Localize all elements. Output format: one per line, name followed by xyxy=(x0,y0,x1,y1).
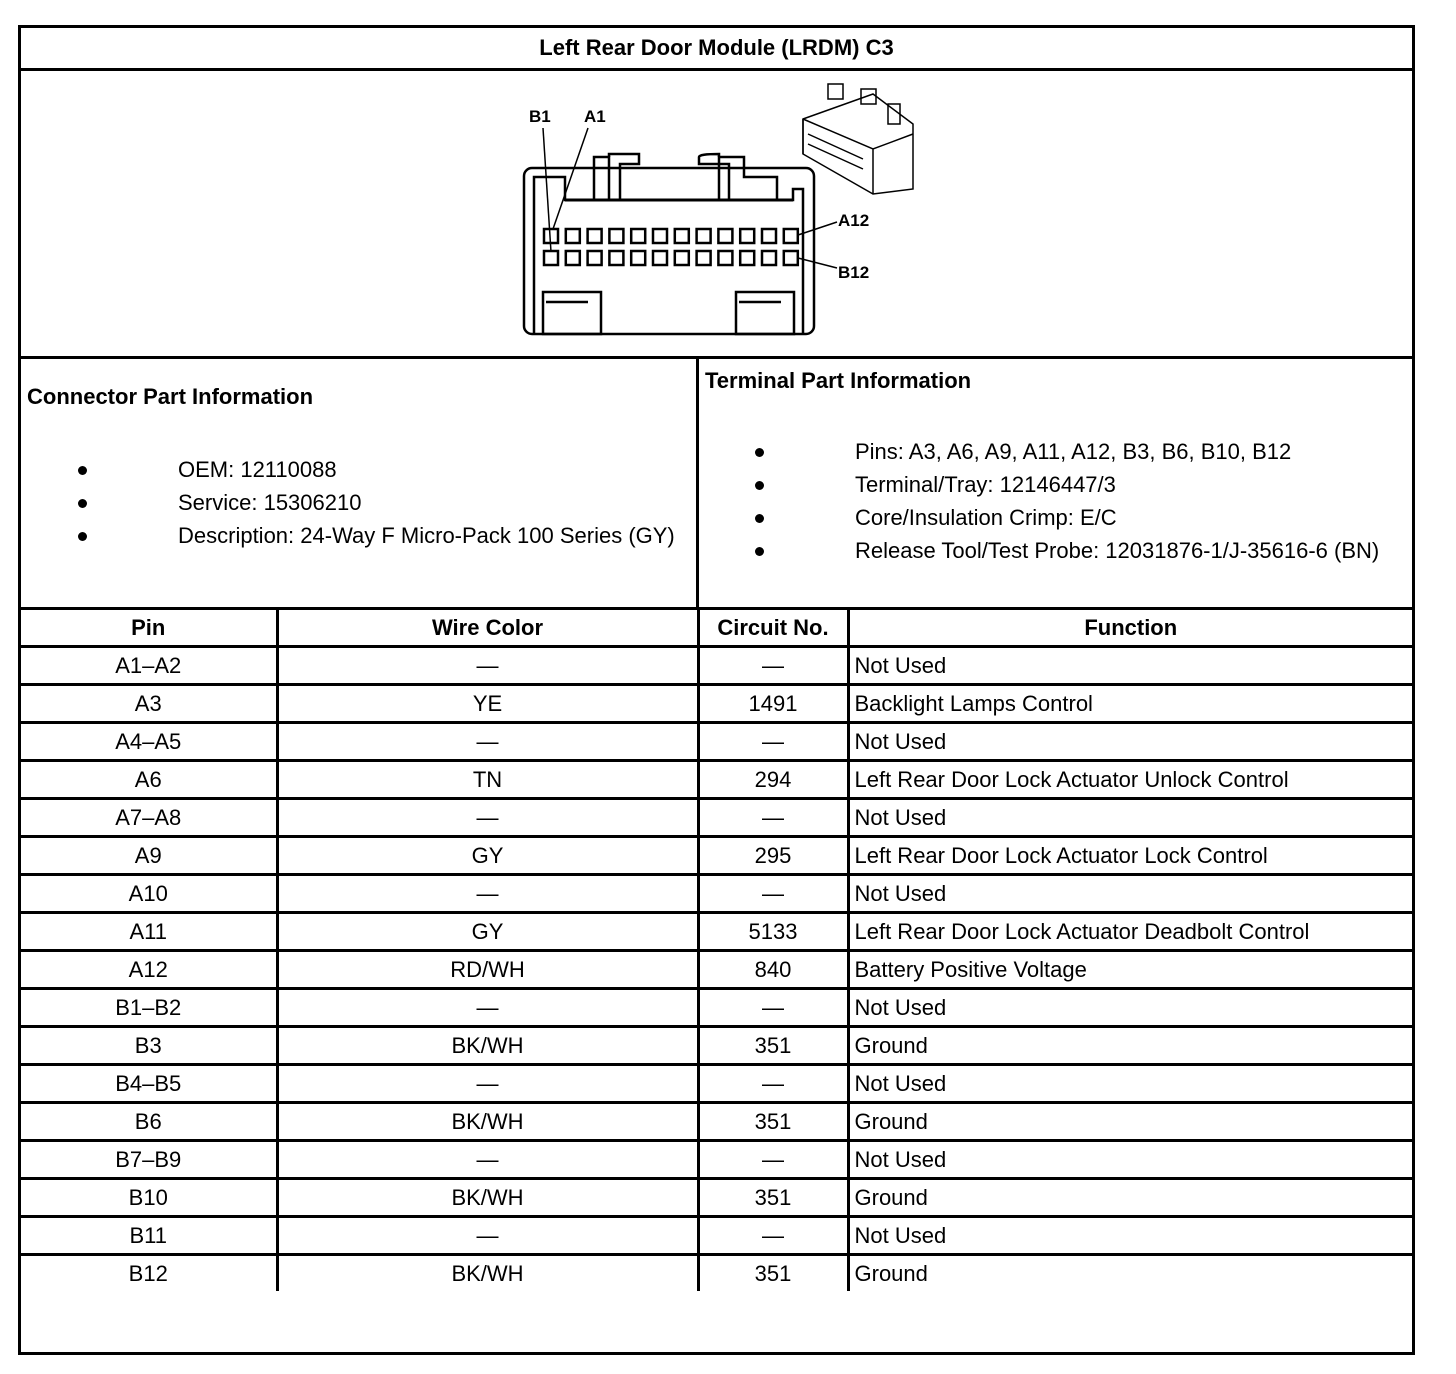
table-row xyxy=(21,799,1412,837)
label-a12: A12 xyxy=(838,211,870,230)
connector-info-item: OEM: 12110088 xyxy=(78,453,675,486)
cell-circuit-no: — xyxy=(698,875,848,913)
cell-pin: B1–B2 xyxy=(21,989,277,1027)
table-row xyxy=(21,1255,1412,1292)
table-row xyxy=(21,1065,1412,1103)
pin-cavity xyxy=(588,229,602,243)
cell-circuit-no: — xyxy=(698,723,848,761)
pin-cavity xyxy=(718,251,732,265)
cell-wire-color: GY xyxy=(277,837,698,875)
pin-cavity xyxy=(653,251,667,265)
pin-cavity xyxy=(566,229,580,243)
cell-function: Not Used xyxy=(848,723,1412,761)
terminal-info-heading: Terminal Part Information xyxy=(705,368,972,393)
cell-pin: B3 xyxy=(21,1027,277,1065)
table-row xyxy=(21,761,1412,799)
pin-cavity xyxy=(566,251,580,265)
cell-wire-color: — xyxy=(277,723,698,761)
cell-pin: B4–B5 xyxy=(21,1065,277,1103)
cell-circuit-no: — xyxy=(698,799,848,837)
cell-wire-color: — xyxy=(277,799,698,837)
table-row xyxy=(21,1179,1412,1217)
cell-circuit-no: 351 xyxy=(698,1179,848,1217)
cell-pin: A4–A5 xyxy=(21,723,277,761)
pinout-table xyxy=(21,610,1412,1291)
cell-pin: B10 xyxy=(21,1179,277,1217)
cell-circuit-no: — xyxy=(698,1065,848,1103)
pin-cavity xyxy=(784,229,798,243)
table-row xyxy=(21,647,1412,685)
cell-circuit-no: — xyxy=(698,647,848,685)
cell-circuit-no: 351 xyxy=(698,1255,848,1292)
table-row xyxy=(21,989,1412,1027)
table-row xyxy=(21,685,1412,723)
connector-part-info xyxy=(21,359,699,607)
cell-function: Not Used xyxy=(848,1141,1412,1179)
cell-pin: A7–A8 xyxy=(21,799,277,837)
pin-cavity xyxy=(718,229,732,243)
cell-function: Not Used xyxy=(848,989,1412,1027)
cell-function: Ground xyxy=(848,1027,1412,1065)
cell-wire-color: BK/WH xyxy=(277,1027,698,1065)
terminal-info-item: Pins: A3, A6, A9, A11, A12, B3, B6, B10, B12 xyxy=(755,435,1379,468)
cell-function: Not Used xyxy=(848,647,1412,685)
pin-cavity xyxy=(609,229,623,243)
cell-pin: B7–B9 xyxy=(21,1141,277,1179)
pin-cavity xyxy=(544,251,558,265)
header-wire-color: Wire Color xyxy=(277,610,698,647)
cell-function: Left Rear Door Lock Actuator Unlock Control xyxy=(848,761,1412,799)
pin-cavity xyxy=(588,251,602,265)
header-circuit-no: Circuit No. xyxy=(698,610,848,647)
pin-cavity xyxy=(631,229,645,243)
cell-function: Not Used xyxy=(848,1217,1412,1255)
table-row xyxy=(21,913,1412,951)
pin-cavity xyxy=(609,251,623,265)
cell-wire-color: GY xyxy=(277,913,698,951)
cell-wire-color: — xyxy=(277,1141,698,1179)
table-row xyxy=(21,951,1412,989)
cell-function: Left Rear Door Lock Actuator Deadbolt Control xyxy=(848,913,1412,951)
terminal-info-item: Terminal/Tray: 12146447/3 xyxy=(755,468,1379,501)
cell-circuit-no: 351 xyxy=(698,1103,848,1141)
cell-function: Ground xyxy=(848,1103,1412,1141)
label-b1: B1 xyxy=(529,107,551,126)
header-function: Function xyxy=(848,610,1412,647)
cell-function: Not Used xyxy=(848,875,1412,913)
cell-pin: A12 xyxy=(21,951,277,989)
cell-pin: B6 xyxy=(21,1103,277,1141)
cell-circuit-no: 5133 xyxy=(698,913,848,951)
table-row xyxy=(21,1103,1412,1141)
cell-pin: A9 xyxy=(21,837,277,875)
pin-cavity xyxy=(697,229,711,243)
pin-cavity xyxy=(697,251,711,265)
table-row xyxy=(21,837,1412,875)
table-row xyxy=(21,1027,1412,1065)
cell-wire-color: — xyxy=(277,989,698,1027)
cell-pin: B12 xyxy=(21,1255,277,1292)
cell-circuit-no: 295 xyxy=(698,837,848,875)
cell-pin: A1–A2 xyxy=(21,647,277,685)
connector-info-heading: Connector Part Information xyxy=(27,384,314,409)
pin-cavity xyxy=(675,251,689,265)
label-b12: B12 xyxy=(838,263,870,282)
cell-circuit-no: — xyxy=(698,1141,848,1179)
label-a1: A1 xyxy=(584,107,606,126)
pin-cavity xyxy=(762,251,776,265)
cell-function: Ground xyxy=(848,1179,1412,1217)
cell-circuit-no: 294 xyxy=(698,761,848,799)
cell-circuit-no: 840 xyxy=(698,951,848,989)
terminal-info-item: Release Tool/Test Probe: 12031876-1/J-35616-6 (BN) xyxy=(755,534,1379,567)
cell-wire-color: BK/WH xyxy=(277,1255,698,1292)
cell-pin: A11 xyxy=(21,913,277,951)
cell-function: Backlight Lamps Control xyxy=(848,685,1412,723)
cell-circuit-no: 351 xyxy=(698,1027,848,1065)
table-row xyxy=(21,1217,1412,1255)
cell-wire-color: — xyxy=(277,1217,698,1255)
pin-cavity xyxy=(740,229,754,243)
cell-function: Ground xyxy=(848,1255,1412,1292)
cell-wire-color: RD/WH xyxy=(277,951,698,989)
table-row xyxy=(21,875,1412,913)
cell-circuit-no: — xyxy=(698,989,848,1027)
cell-circuit-no: 1491 xyxy=(698,685,848,723)
table-row xyxy=(21,723,1412,761)
cell-wire-color: YE xyxy=(277,685,698,723)
cell-wire-color: — xyxy=(277,647,698,685)
cell-wire-color: — xyxy=(277,875,698,913)
cell-pin: B11 xyxy=(21,1217,277,1255)
cell-pin: A10 xyxy=(21,875,277,913)
terminal-info-item: Core/Insulation Crimp: E/C xyxy=(755,501,1379,534)
pin-cavity xyxy=(631,251,645,265)
cell-function: Left Rear Door Lock Actuator Lock Control xyxy=(848,837,1412,875)
connector-diagram xyxy=(21,71,1412,359)
cell-pin: A6 xyxy=(21,761,277,799)
cell-wire-color: — xyxy=(277,1065,698,1103)
pin-cavity xyxy=(740,251,754,265)
header-pin: Pin xyxy=(21,610,277,647)
cell-wire-color: TN xyxy=(277,761,698,799)
terminal-part-info xyxy=(699,359,1412,607)
pin-cavity xyxy=(653,229,667,243)
cell-function: Not Used xyxy=(848,1065,1412,1103)
table-row xyxy=(21,1141,1412,1179)
pin-cavity xyxy=(675,229,689,243)
page-title: Left Rear Door Module (LRDM) C3 xyxy=(21,28,1412,71)
pin-cavity xyxy=(784,251,798,265)
connector-info-item: Service: 15306210 xyxy=(78,486,675,519)
cell-wire-color: BK/WH xyxy=(277,1179,698,1217)
connector-info-item: Description: 24-Way F Micro-Pack 100 Series (GY) xyxy=(78,519,675,552)
pin-cavity xyxy=(762,229,776,243)
cell-function: Battery Positive Voltage xyxy=(848,951,1412,989)
cell-function: Not Used xyxy=(848,799,1412,837)
cell-pin: A3 xyxy=(21,685,277,723)
cell-circuit-no: — xyxy=(698,1217,848,1255)
cell-wire-color: BK/WH xyxy=(277,1103,698,1141)
connector-document xyxy=(18,25,1415,1355)
part-information xyxy=(21,359,1412,610)
connector-face-drawing xyxy=(21,71,1412,356)
